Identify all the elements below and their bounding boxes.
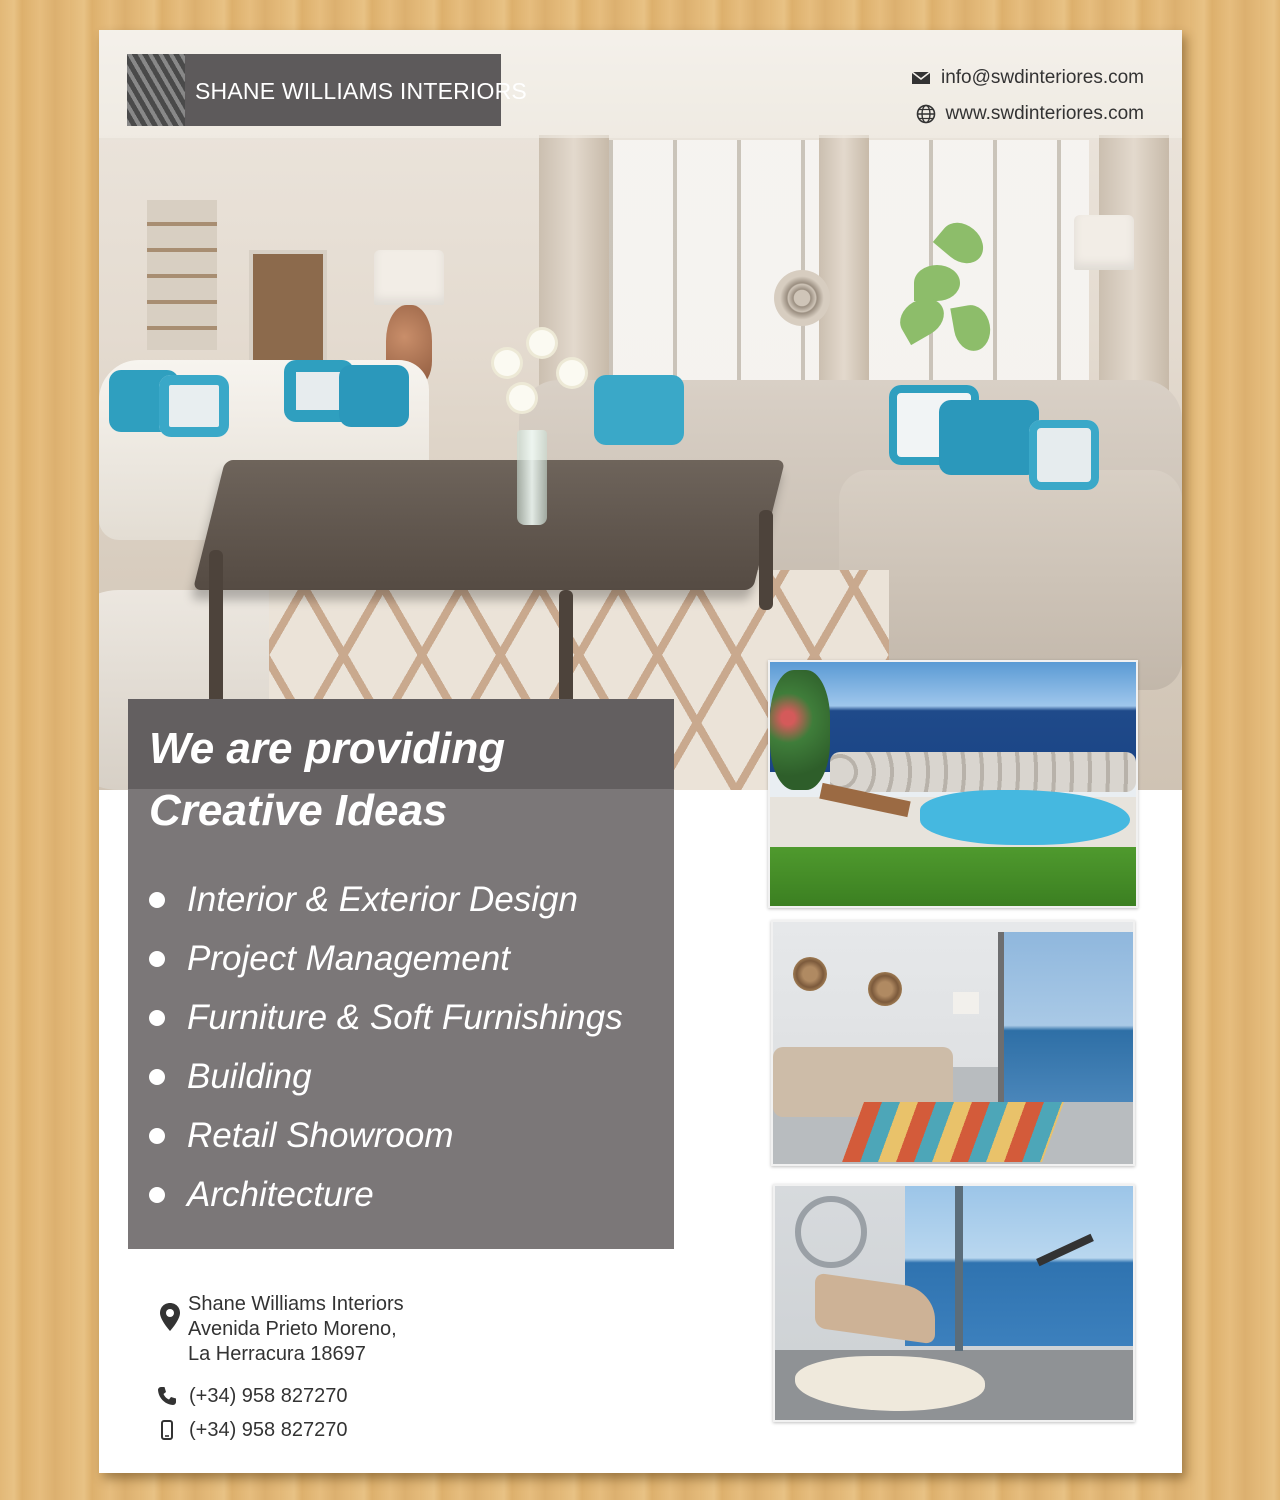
brand-name: SHANE WILLIAMS INTERIORS	[195, 78, 527, 104]
address-line-2: Avenida Prieto Moreno,	[188, 1318, 397, 1340]
logo	[127, 54, 527, 126]
service-item: Architecture	[149, 1165, 623, 1224]
envelope-icon	[911, 70, 931, 86]
flyer-page	[99, 30, 1182, 1473]
website-link[interactable]: www.swdinteriores.com	[945, 103, 1144, 124]
bullet-icon	[149, 1010, 165, 1026]
mobile-row	[157, 1415, 347, 1445]
service-item: Building	[149, 1047, 623, 1106]
service-item: Retail Showroom	[149, 1106, 623, 1165]
map-pin-icon	[159, 1302, 181, 1332]
headline-line-1: We are providing	[149, 724, 506, 773]
website-row	[911, 96, 1144, 132]
email-link[interactable]: info@swdinteriores.com	[940, 67, 1144, 88]
phone-row	[157, 1381, 347, 1411]
pool-photo	[768, 660, 1138, 908]
header-contact	[911, 60, 1144, 132]
sea-view-living-room-photo	[771, 920, 1135, 1166]
address-line-3: La Herracura 18697	[188, 1343, 366, 1365]
service-item: Furniture & Soft Furnishings	[149, 988, 623, 1047]
globe-icon	[916, 104, 936, 124]
address-line-1: Shane Williams Interiors	[188, 1293, 404, 1315]
bullet-icon	[149, 1187, 165, 1203]
service-item: Interior & Exterior Design	[149, 870, 623, 929]
lounge-chair-photo	[773, 1184, 1135, 1422]
bullet-icon	[149, 1128, 165, 1144]
bullet-icon	[149, 951, 165, 967]
phone-number[interactable]: (+34) 958 827270	[189, 1384, 348, 1407]
address-lines	[188, 1292, 404, 1367]
services-list	[149, 870, 623, 1224]
headline-line-2: Creative Ideas	[149, 786, 448, 835]
service-item: Project Management	[149, 929, 623, 988]
logo-pattern-icon	[127, 54, 185, 126]
phone-icon	[157, 1386, 177, 1406]
bullet-icon	[149, 892, 165, 908]
email-row	[911, 60, 1144, 96]
mobile-icon	[157, 1420, 177, 1440]
bullet-icon	[149, 1069, 165, 1085]
mobile-number[interactable]: (+34) 958 827270	[189, 1418, 348, 1441]
headline	[149, 718, 505, 842]
